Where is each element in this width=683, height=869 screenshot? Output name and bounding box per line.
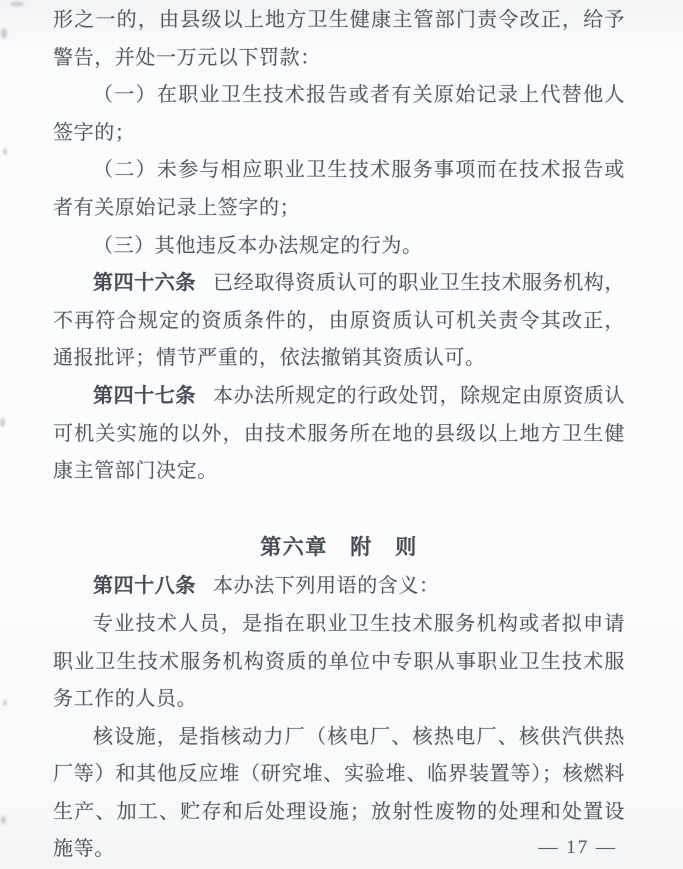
- scan-artifact: [3, 148, 7, 155]
- definition-nuclear-facility: 核设施，是指核动力厂（核电厂、核热电厂、核供汽供热厂等）和其他反应堆（研究堆、实验堆、临界装置等）；核燃料生产、加工、贮存和后处理设施；放射性废物的处理和处置设施等。: [53, 725, 625, 861]
- article-48-text: 本办法下列用语的含义：: [213, 575, 440, 598]
- article-48-number: 第四十八条: [93, 575, 196, 598]
- article-47-text: 本办法所规定的行政处罚，除规定由原资质认可机关实施的以外，由技术服务所在地的县级以上地方卫生健康主管部门决定。: [53, 384, 625, 483]
- list-item-two: （二）未参与相应职业卫生技术服务事项而在技术报告或者有关原始记录上签字的；: [53, 159, 625, 219]
- scan-artifact: [10, 2, 24, 6]
- scan-artifact: [1, 816, 6, 824]
- scan-artifact: [3, 700, 7, 706]
- definition-professional-staff: 专业技术人员，是指在职业卫生技术服务机构或者拟申请职业卫生技术服务机构资质的单位中专职从事职业卫生技术服务工作的人员。: [53, 612, 625, 711]
- scan-artifact: [0, 418, 5, 427]
- article-47-paragraph: [53, 378, 625, 491]
- page-number: — 17 —: [538, 837, 617, 858]
- list-item-one: （一）在职业卫生技术报告或者有关原始记录上代替他人签字的；: [53, 84, 625, 144]
- list-item-three: （三）其他违反本办法规定的行为。: [93, 234, 423, 257]
- scan-artifact: [1, 28, 7, 39]
- paragraph-continuation: 形之一的，由县级以上地方卫生健康主管部门责令改正，给予警告，并处一万元以下罚款：: [53, 9, 625, 69]
- chapter-heading: 第六章 附 则: [260, 534, 418, 559]
- article-46-paragraph: [53, 265, 625, 378]
- article-48-paragraph: [53, 568, 625, 606]
- article-46-text: 已经取得资质认可的职业卫生技术服务机构，不再符合规定的资质条件的，由原资质认可机关责令其改正，通报批评；情节严重的，依法撤销其资质认可。: [53, 272, 625, 370]
- article-47-number: 第四十七条: [93, 384, 196, 407]
- article-46-number: 第四十六条: [93, 272, 196, 295]
